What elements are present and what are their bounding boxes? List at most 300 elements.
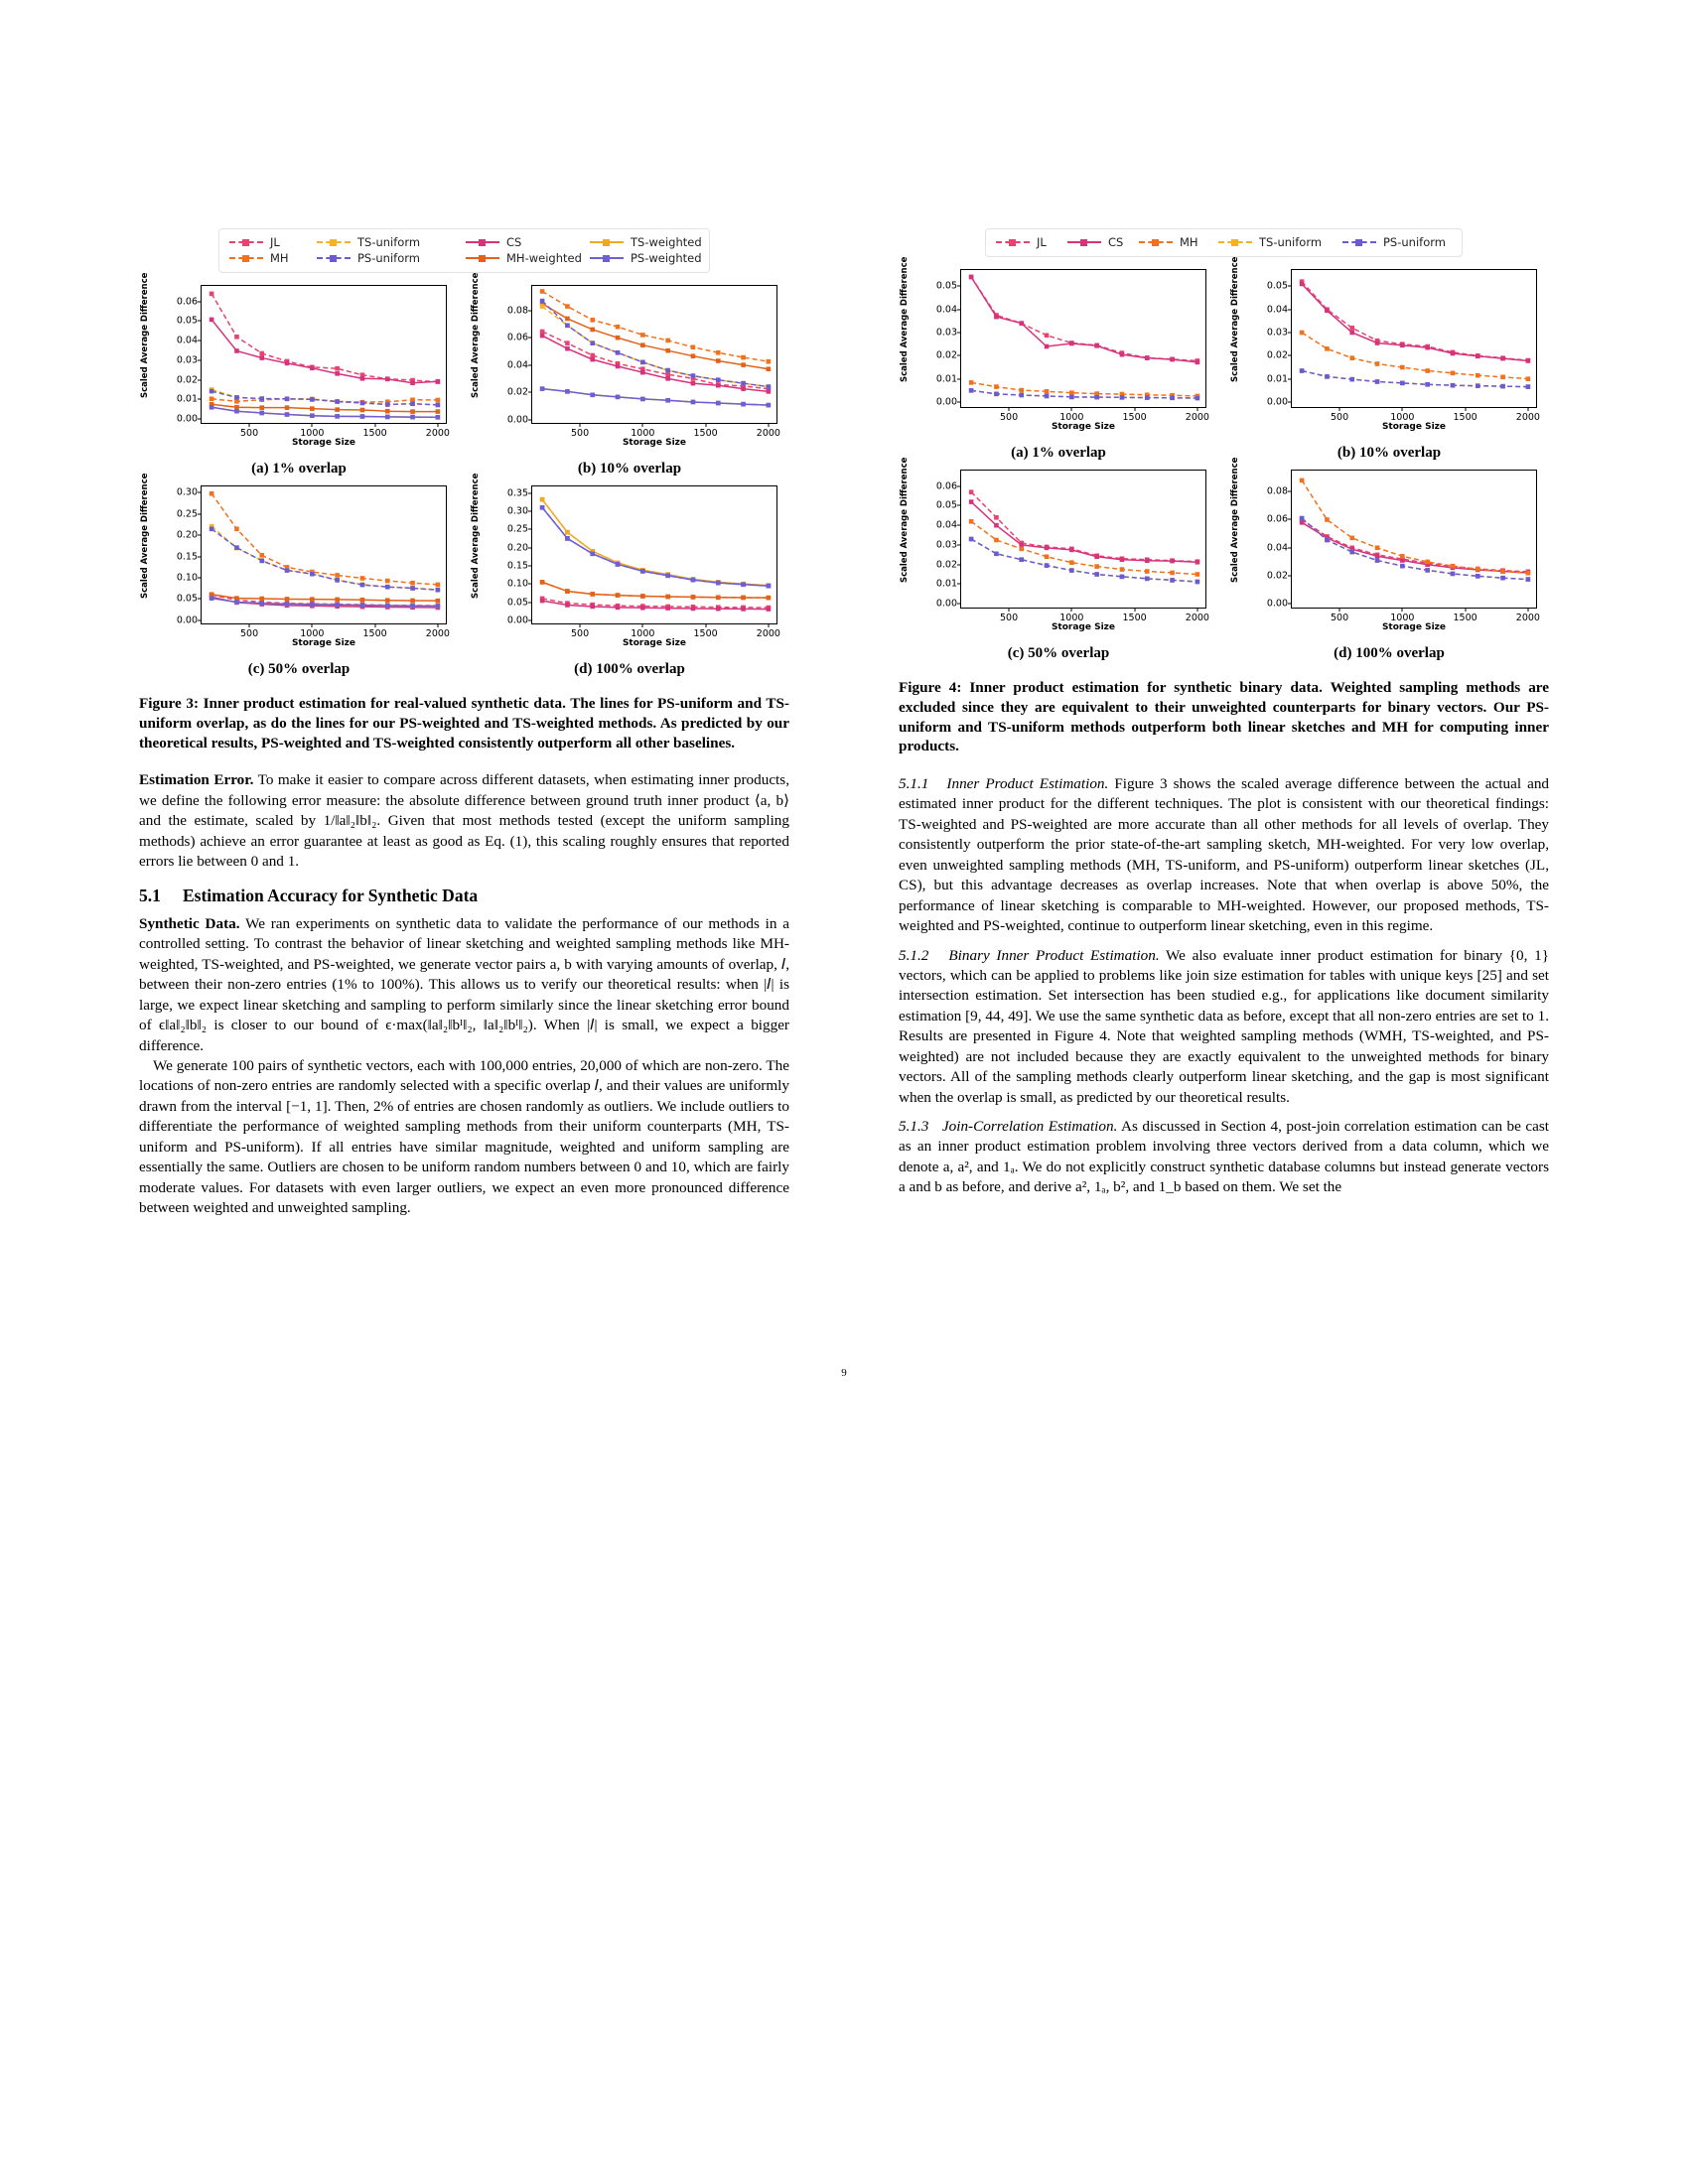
y-tick-label: 0.02 xyxy=(506,386,528,398)
series-line xyxy=(542,507,769,586)
series-marker xyxy=(210,596,214,601)
chart-axes xyxy=(935,470,1209,623)
series-line xyxy=(542,301,769,386)
series-marker xyxy=(616,395,621,400)
series-marker xyxy=(410,401,415,406)
legend-item-label: JL xyxy=(1037,235,1047,249)
series-marker xyxy=(767,359,772,364)
series-marker xyxy=(565,346,570,351)
series-marker xyxy=(1425,345,1430,350)
series-marker xyxy=(716,350,721,355)
subsection-number-512: 5.1.2 xyxy=(899,946,929,964)
series-marker xyxy=(590,318,595,323)
panel-subcaption: (b) 10% overlap xyxy=(1336,445,1442,461)
series-marker xyxy=(436,583,441,588)
series-marker xyxy=(385,415,390,420)
y-tick-label: 0.08 xyxy=(1266,485,1288,497)
series-marker xyxy=(640,370,645,375)
series-marker xyxy=(210,527,214,532)
series-marker xyxy=(335,578,340,583)
series-marker xyxy=(1300,282,1305,287)
y-axis-label: Scaled Average Difference xyxy=(1230,256,1240,382)
series-marker xyxy=(540,505,545,510)
series-marker xyxy=(1526,376,1531,381)
y-tick-label: 0.04 xyxy=(935,519,957,531)
series-marker xyxy=(1349,355,1354,360)
series-marker xyxy=(1120,352,1125,357)
series-marker xyxy=(1145,577,1150,582)
chart-plot xyxy=(470,473,789,658)
legend-item xyxy=(996,235,1067,249)
x-tick-label: 1000 xyxy=(1059,613,1084,623)
series-marker xyxy=(540,497,545,502)
series-marker xyxy=(234,405,239,410)
legend-item xyxy=(1139,235,1218,249)
series-marker xyxy=(540,304,545,309)
subsection-heading-5-1-1 xyxy=(899,775,1108,792)
series-marker xyxy=(741,355,746,360)
legend-item-label: PS-weighted xyxy=(631,251,702,265)
chart-plot xyxy=(1229,256,1549,442)
legend-swatch-icon xyxy=(1342,236,1376,248)
legend-item xyxy=(1342,235,1452,249)
figure-4-caption: Figure 4: Inner product estimation for synthetic binary data. Weighted sampling methods are excluded since they are equivalent to their unweighted counterparts for binary vectors. Our PS-uniform and TS-uniform methods outperform both linear sketches and MH for computing inner products. xyxy=(899,679,1549,755)
series-marker xyxy=(1019,547,1024,552)
series-marker xyxy=(716,595,721,600)
y-axis-label: Scaled Average Difference xyxy=(1230,457,1240,583)
figure-4 xyxy=(899,228,1549,756)
series-marker xyxy=(1069,390,1074,395)
x-tick-label: 1000 xyxy=(631,428,655,439)
series-marker xyxy=(1094,564,1099,569)
series-line xyxy=(211,320,438,383)
y-tick-label: 0.00 xyxy=(1266,396,1288,408)
x-axis-label: Storage Size xyxy=(291,638,356,648)
series-marker xyxy=(1145,395,1150,400)
series-line xyxy=(971,390,1197,398)
y-tick-label: 0.15 xyxy=(176,551,198,563)
legend-row xyxy=(229,234,702,250)
series-line xyxy=(542,332,769,389)
legend-item-label: MH xyxy=(270,251,289,265)
chart-series-canvas xyxy=(532,486,778,625)
series-marker xyxy=(1526,384,1531,389)
legend-swatch-icon xyxy=(1067,236,1101,248)
series-marker xyxy=(640,333,645,338)
series-marker xyxy=(994,384,999,389)
series-marker xyxy=(616,606,621,611)
chart-series-canvas xyxy=(202,486,448,625)
series-marker xyxy=(767,584,772,589)
figure-3-panels xyxy=(139,272,789,680)
series-marker xyxy=(1451,371,1456,376)
series-marker xyxy=(1069,548,1074,553)
legend-item-label: PS-uniform xyxy=(1383,235,1446,249)
chart-panel xyxy=(139,473,459,678)
legend-item xyxy=(1067,235,1139,249)
series-line xyxy=(971,277,1197,362)
subsection-number-511: 5.1.1 xyxy=(899,775,929,792)
x-axis-label: Storage Size xyxy=(622,638,687,648)
series-marker xyxy=(1069,560,1074,565)
series-marker xyxy=(1170,559,1175,564)
series-marker xyxy=(565,603,570,608)
chart-series-canvas xyxy=(961,471,1207,610)
chart-panel xyxy=(470,473,789,678)
x-tick-label: 1000 xyxy=(1390,613,1415,623)
figure-3 xyxy=(139,228,789,752)
series-marker xyxy=(1526,358,1531,363)
x-tick-label: 1500 xyxy=(1122,613,1147,623)
x-tick-label: 2000 xyxy=(1185,412,1209,423)
figure-3-legend-wrapper xyxy=(139,228,789,279)
series-marker xyxy=(691,353,696,358)
series-marker xyxy=(1349,326,1354,331)
series-marker xyxy=(1069,568,1074,573)
x-axis-label: Storage Size xyxy=(1051,422,1116,432)
series-marker xyxy=(1170,357,1175,362)
y-tick-label: 0.01 xyxy=(935,578,957,590)
series-line xyxy=(1302,371,1528,387)
series-marker xyxy=(1120,575,1125,580)
series-line xyxy=(211,294,438,382)
series-marker xyxy=(210,491,214,496)
x-tick-label: 500 xyxy=(1331,613,1349,623)
series-line xyxy=(542,304,769,369)
y-tick-label: 0.05 xyxy=(935,280,957,292)
legend-row xyxy=(229,250,702,266)
legend-item xyxy=(466,235,590,249)
series-marker xyxy=(994,523,999,528)
x-tick-label: 1000 xyxy=(631,628,655,639)
series-marker xyxy=(1500,375,1505,380)
legend-item xyxy=(229,251,317,265)
series-marker xyxy=(335,399,340,404)
series-marker xyxy=(360,598,365,603)
series-marker xyxy=(540,299,545,304)
series-marker xyxy=(259,553,264,558)
spacer xyxy=(899,765,1549,774)
chart-series-canvas xyxy=(1292,270,1538,409)
series-marker xyxy=(285,412,290,417)
series-marker xyxy=(436,409,441,414)
series-marker xyxy=(1045,394,1050,399)
series-marker xyxy=(1045,563,1050,568)
paragraph-synthetic-generation: We generate 100 pairs of synthetic vectors, each with 100,000 entries, 20,000 of which are non-zero. The locations of non-zero entries are randomly selected with a specific overlap 𝐼, and their values are uniformly drawn from the interval [−1, 1]. Then, 2% of entries are chosen randomly as outliers. We include outliers to differentiate the performance of weighted sampling methods from their uniform counterparts (MH, TS-uniform and PS-uniform). If all entries have similar magnitude, weighted and uniform sampling are essentially the same. Outliers are chosen to be uniform random numbers between 0 and 10, which are fairly moderate values. For datasets with even larger outliers, we expect an even more pronounced difference between weighted and unweighted sampling. xyxy=(139,1057,789,1217)
y-tick-label: 0.08 xyxy=(506,305,528,317)
series-marker xyxy=(1045,344,1050,349)
y-tick-label: 0.00 xyxy=(176,413,198,425)
series-marker xyxy=(565,536,570,541)
series-marker xyxy=(1094,572,1099,577)
legend-swatch-icon xyxy=(229,236,263,248)
series-marker xyxy=(1476,567,1480,572)
series-marker xyxy=(310,397,315,402)
series-marker xyxy=(1375,545,1380,550)
runin-estimation-error: Estimation Error. xyxy=(139,771,254,789)
panel-subcaption: (b) 10% overlap xyxy=(577,461,682,477)
series-marker xyxy=(665,372,670,377)
series-marker xyxy=(1425,382,1430,387)
legend-swatch-icon xyxy=(317,236,351,248)
series-marker xyxy=(691,578,696,583)
series-marker xyxy=(360,414,365,419)
series-marker xyxy=(969,380,974,385)
series-marker xyxy=(1476,574,1480,579)
series-marker xyxy=(335,371,340,376)
chart-plot xyxy=(139,473,459,658)
series-marker xyxy=(1325,538,1330,543)
series-marker xyxy=(767,596,772,601)
panel-subcaption: (d) 100% overlap xyxy=(1334,645,1445,661)
series-marker xyxy=(1400,381,1405,386)
series-marker xyxy=(310,597,315,602)
paragraph-estimation-error xyxy=(139,770,789,872)
series-marker xyxy=(1019,557,1024,562)
x-tick-label: 1500 xyxy=(362,628,387,639)
legend-item-label: TS-weighted xyxy=(631,235,702,249)
series-marker xyxy=(969,388,974,393)
series-line xyxy=(1302,480,1528,573)
subsection-heading-5-1-3 xyxy=(899,1118,1117,1135)
y-tick-label: 0.01 xyxy=(1266,373,1288,385)
series-marker xyxy=(665,606,670,611)
chart-plot xyxy=(899,256,1218,442)
series-marker xyxy=(1349,550,1354,555)
right-body-text xyxy=(899,765,1549,1198)
figure-3-caption: Figure 3: Inner product estimation for real-valued synthetic data. The lines for PS-uniform and TS-uniform overlap, as do the lines for our PS-weighted and TS-weighted methods. As predicted by our theoretical results, PS-weighted and TS-weighted consistently outperform all other baselines. xyxy=(139,695,789,751)
series-marker xyxy=(1375,379,1380,384)
y-tick-label: 0.06 xyxy=(176,296,198,308)
series-marker xyxy=(1476,354,1480,359)
panel-subcaption: (a) 1% overlap xyxy=(251,461,347,477)
series-marker xyxy=(969,519,974,524)
series-marker xyxy=(590,357,595,362)
series-marker xyxy=(1196,572,1200,577)
legend-item-label: CS xyxy=(506,235,522,249)
series-marker xyxy=(1375,361,1380,366)
legend-item xyxy=(229,235,317,249)
y-tick-label: 0.03 xyxy=(1266,327,1288,339)
series-marker xyxy=(234,335,239,340)
series-marker xyxy=(1500,384,1505,389)
series-marker xyxy=(1069,341,1074,346)
series-marker xyxy=(616,562,621,567)
series-marker xyxy=(210,318,214,323)
series-marker xyxy=(1170,396,1175,401)
series-marker xyxy=(1045,334,1050,339)
legend-item xyxy=(317,251,466,265)
subsection-title-511: Inner Product Estimation. xyxy=(946,775,1109,792)
series-marker xyxy=(1120,557,1125,562)
series-marker xyxy=(540,330,545,335)
chart-axes xyxy=(1266,269,1540,423)
y-tick-label: 0.05 xyxy=(1266,280,1288,292)
y-axis-label: Scaled Average Difference xyxy=(900,256,910,382)
legend-item-label: PS-uniform xyxy=(357,251,420,265)
chart-plot xyxy=(139,272,459,458)
series-marker xyxy=(1019,388,1024,393)
series-marker xyxy=(259,597,264,602)
series-marker xyxy=(716,401,721,406)
x-tick-label: 2000 xyxy=(425,428,450,439)
series-marker xyxy=(691,595,696,600)
x-tick-label: 1500 xyxy=(362,428,387,439)
x-tick-label: 500 xyxy=(571,428,590,439)
series-marker xyxy=(1451,564,1456,569)
series-marker xyxy=(665,398,670,403)
y-tick-label: 0.01 xyxy=(935,373,957,385)
series-marker xyxy=(994,538,999,543)
series-marker xyxy=(565,324,570,329)
chart-series-canvas xyxy=(202,286,448,425)
series-marker xyxy=(716,358,721,363)
paragraph-synthetic-data-text: We ran experiments on synthetic data to validate the performance of our methods in a controlled setting. To contrast the behavior of linear sketching and weighted sampling methods like MH-weighted, TS-weighted, and PS-weighted, we generate vector pairs a, b with varying amounts of overlap, 𝐼, between their non-zero entries (1% to 100%). This allows us to verify our theoretical results: when |𝐼| is large, we expect linear sketching and sampling to perform similarly since the linear sketching error bound of ϵ‖a‖₂‖b‖₂ is closer to our bound of ϵ·max(‖a‖₂‖bᴵ‖₂, ‖a‖₂‖bᴵ‖₂). When |𝐼| is small, we expect a bigger difference. xyxy=(139,914,789,1054)
legend-item-label: JL xyxy=(270,235,280,249)
series-marker xyxy=(565,341,570,345)
series-marker xyxy=(436,398,441,403)
series-marker xyxy=(259,601,264,606)
legend-swatch-icon xyxy=(466,252,499,264)
series-line xyxy=(542,389,769,405)
legend-item-label: MH xyxy=(1180,235,1198,249)
series-marker xyxy=(410,397,415,402)
chart-panel xyxy=(1229,256,1549,462)
series-marker xyxy=(767,403,772,408)
figure-3-legend xyxy=(218,228,710,273)
series-marker xyxy=(436,588,441,593)
paragraph-synthetic-data xyxy=(139,914,789,1056)
x-axis-label: Storage Size xyxy=(1381,422,1447,432)
legend-swatch-icon xyxy=(996,236,1030,248)
legend-item xyxy=(590,235,702,249)
paragraph-512-text: We also evaluate inner product estimation for binary {0, 1} vectors, which can be applied to problems like join size estimation for tables with unique keys [25] and set intersection estimation. Set intersection has been studied e.g., for applications like document similarity estimation [9, 44, 49]. We use the same synthetic data as before, except that all non-zero entries are set to 1. Results are presented in Figure 4. Note that weighted sampling methods (WMH, TS-weighted, and PS-weighted) are not included because they are exactly equivalent to the unweighted methods for binary vectors. All of the sampling methods clearly outperform linear sketching, and the gap is most significant when the overlap is small, as predicted by our theoretical results. xyxy=(899,946,1549,1106)
subsection-number-513: 5.1.3 xyxy=(899,1118,929,1135)
series-marker xyxy=(741,596,746,601)
series-line xyxy=(1302,282,1528,360)
x-tick-label: 2000 xyxy=(756,428,780,439)
series-marker xyxy=(1349,377,1354,382)
page-number: 9 xyxy=(841,1367,847,1379)
y-tick-label: 0.06 xyxy=(506,332,528,343)
y-tick-label: 0.04 xyxy=(935,304,957,316)
series-marker xyxy=(1019,543,1024,548)
spacer xyxy=(899,1108,1549,1117)
y-tick-label: 0.10 xyxy=(506,578,528,590)
series-marker xyxy=(1196,580,1200,585)
series-marker xyxy=(640,594,645,599)
series-marker xyxy=(1170,571,1175,576)
left-body-text xyxy=(139,761,789,1218)
x-tick-label: 2000 xyxy=(1515,412,1540,423)
figure-4-legend-wrapper xyxy=(899,228,1549,263)
series-marker xyxy=(716,383,721,388)
series-marker xyxy=(1094,554,1099,559)
series-marker xyxy=(410,409,415,414)
x-tick-label: 1000 xyxy=(300,428,325,439)
legend-swatch-icon xyxy=(590,236,624,248)
y-tick-label: 0.05 xyxy=(176,593,198,605)
series-marker xyxy=(590,552,595,557)
spacer xyxy=(139,752,789,761)
series-line xyxy=(542,507,769,586)
legend-swatch-icon xyxy=(229,252,263,264)
series-marker xyxy=(1500,356,1505,361)
spacer xyxy=(139,761,789,770)
series-line xyxy=(211,526,438,590)
section-heading-5-1 xyxy=(139,885,789,908)
series-marker xyxy=(590,341,595,345)
left-column xyxy=(139,228,789,1219)
series-marker xyxy=(1349,331,1354,336)
series-marker xyxy=(234,409,239,414)
series-marker xyxy=(1120,567,1125,572)
series-marker xyxy=(1476,383,1480,388)
series-marker xyxy=(1425,560,1430,565)
series-marker xyxy=(691,400,696,405)
series-marker xyxy=(616,336,621,341)
y-tick-label: 0.04 xyxy=(1266,304,1288,316)
series-marker xyxy=(259,405,264,410)
chart-panel xyxy=(899,457,1218,662)
series-marker xyxy=(410,599,415,604)
subsection-heading-5-1-2 xyxy=(899,947,1160,964)
x-tick-label: 1500 xyxy=(1122,412,1147,423)
chart-plot xyxy=(1229,457,1549,642)
series-marker xyxy=(1045,554,1050,559)
y-tick-label: 0.02 xyxy=(1266,349,1288,361)
y-tick-label: 0.20 xyxy=(176,529,198,541)
series-marker xyxy=(1300,520,1305,525)
series-marker xyxy=(310,603,315,608)
y-tick-label: 0.30 xyxy=(506,505,528,517)
series-marker xyxy=(969,489,974,494)
chart-axes xyxy=(506,285,780,439)
series-marker xyxy=(665,339,670,343)
series-marker xyxy=(360,576,365,581)
series-marker xyxy=(1526,571,1531,576)
y-tick-label: 0.01 xyxy=(176,393,198,405)
series-marker xyxy=(436,599,441,604)
x-tick-label: 1000 xyxy=(1390,412,1415,423)
series-marker xyxy=(1476,373,1480,378)
chart-panel xyxy=(470,272,789,478)
series-marker xyxy=(741,607,746,612)
series-marker xyxy=(1451,572,1456,577)
series-marker xyxy=(590,592,595,597)
series-marker xyxy=(565,589,570,594)
legend-swatch-icon xyxy=(1218,236,1252,248)
series-marker xyxy=(767,366,772,371)
series-line xyxy=(211,493,438,585)
series-line xyxy=(542,307,769,387)
panel-subcaption: (d) 100% overlap xyxy=(574,661,685,677)
series-marker xyxy=(640,342,645,347)
series-marker xyxy=(994,315,999,320)
series-marker xyxy=(1375,558,1380,563)
series-marker xyxy=(1425,568,1430,573)
series-marker xyxy=(285,405,290,410)
x-tick-label: 500 xyxy=(1000,613,1019,623)
chart-axes xyxy=(1266,470,1540,623)
series-marker xyxy=(640,397,645,402)
series-marker xyxy=(335,366,340,371)
y-tick-label: 0.06 xyxy=(935,480,957,492)
runin-synthetic-data: Synthetic Data. xyxy=(139,914,240,932)
subsection-title-512: Binary Inner Product Estimation. xyxy=(948,946,1160,964)
series-marker xyxy=(410,381,415,386)
series-marker xyxy=(590,393,595,398)
